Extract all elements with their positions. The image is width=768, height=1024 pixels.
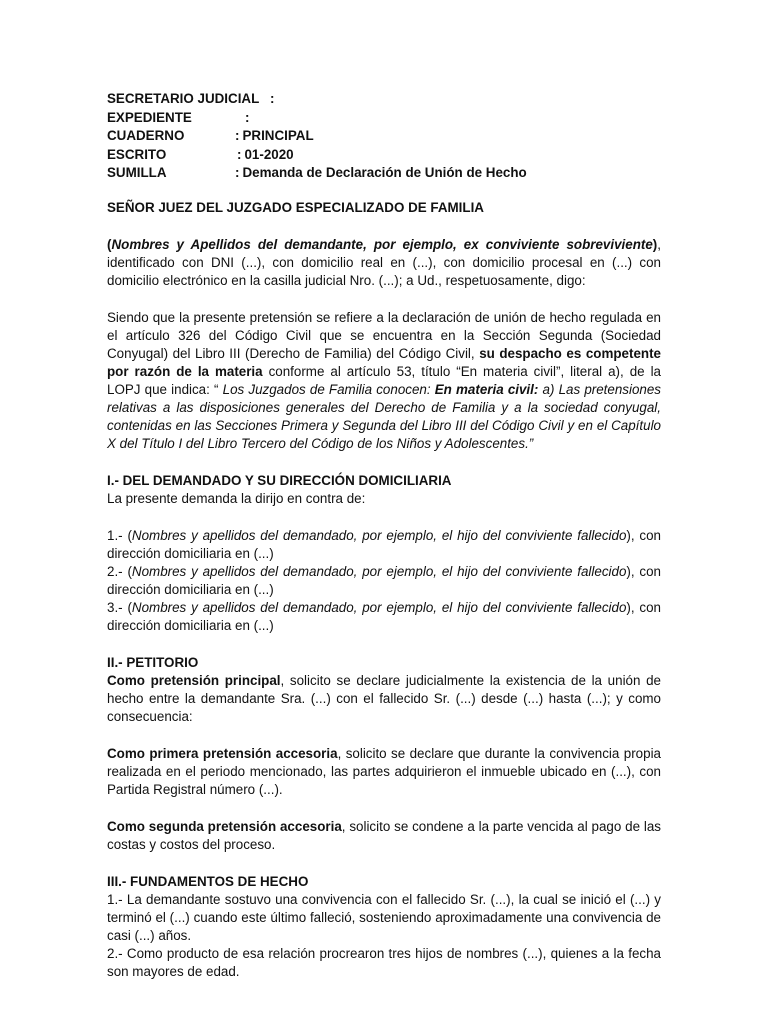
quote-bold-italic: En materia civil: — [434, 381, 539, 397]
section-heading: II.- PETITORIO — [107, 654, 199, 670]
section-heading: I.- DEL DEMANDADO Y SU DIRECCIÓN DOMICILIARIA — [107, 472, 452, 488]
defendant-name-placeholder: Nombres y apellidos del demandado, por ejemplo, el hijo del conviviente fallecido — [131, 527, 627, 543]
item-text: ), con dirección domiciliaria en (...) — [107, 527, 661, 561]
defendant-item — [107, 599, 661, 635]
claim-label: Como pretensión principal — [107, 672, 281, 688]
intro-text: , identificado con DNI (...), con domicilio real en (...), con domicilio procesal en (...) con domicilio electrónico en la casilla judicial Nro. (...); a Ud., respetuosamente, digo: — [107, 236, 661, 288]
header-label: EXPEDIENTE — [107, 109, 192, 125]
claim-text: , solicito se declare judicialmente la existencia de la unión de hecho entre la demandante Sra. (...) con el fallecido Sr. (...) desde (...) hasta (...); y como consecuencia: — [107, 672, 661, 724]
header-value: 01-2020 — [244, 146, 294, 162]
header-row — [107, 90, 661, 109]
competence-paragraph — [107, 309, 661, 453]
item-number: 2.- ( — [107, 563, 132, 579]
header-separator: : — [235, 128, 240, 143]
header-separator: : — [235, 165, 240, 180]
item-number: 1.- ( — [107, 527, 132, 543]
defendant-name-placeholder: Nombres y apellidos del demandado, por ejemplo, el hijo del conviviente fallecido — [131, 563, 627, 579]
competence-text-2: conforme al artículo 53, título “En materia civil”, literal a), de la LOPJ que indica: “ — [107, 363, 661, 397]
fact-item: 1.- La demandante sostuvo una convivencia con el fallecido Sr. (...), la cual se inició el (...) y terminó el (...) cuando este último falleció, sosteniendo aproximadamente una convivencia de casi (...) años. — [107, 891, 661, 943]
quote-italic-2: a) Las pretensiones relativas a las disposiciones generales del Derecho de Familia y a la sociedad conyugal, contenidas en las Secciones Primera y Segunda del Libro III del Código Civil y en el Capítulo X del Título I del Libro Tercero del Código de los Niños y Adolescentes.” — [107, 381, 661, 451]
header-row — [107, 109, 661, 128]
competence-text: Siendo que la presente pretensión se refiere a la declaración de unión de hecho regulada en el artículo 326 del Código Civil que se encuentra en la Sección Segunda (Sociedad Conyugal) del Libro III (Derecho de Familia) del Código Civil, — [107, 309, 661, 361]
header-label: CUADERNO — [107, 128, 185, 143]
legal-document — [107, 90, 661, 981]
section-heading: III.- FUNDAMENTOS DE HECHO — [107, 873, 309, 889]
defendant-item — [107, 527, 661, 563]
header-value: PRINCIPAL — [242, 128, 314, 143]
claim-text: , solicito se declare que durante la convivencia propia realizada en el periodo mencionado, las partes adquirieron el inmueble ubicado en (...), con Partida Registral número (...). — [107, 745, 661, 797]
document-header — [107, 90, 661, 183]
section-lead: La presente demanda la dirijo en contra de: — [107, 490, 366, 506]
first-accessory-claim — [107, 745, 661, 799]
header-separator: : — [245, 109, 250, 125]
header-value: Demanda de Declaración de Unión de Hecho — [242, 165, 527, 180]
claim-label: Como segunda pretensión accesoria — [107, 818, 342, 834]
header-separator: : — [237, 146, 242, 162]
header-row — [107, 127, 661, 146]
claim-label: Como primera pretensión accesoria — [107, 745, 338, 761]
header-row — [107, 164, 661, 183]
fact-item: 2.- Como producto de esa relación procrearon tres hijos de nombres (...), quienes a la fecha son mayores de edad. — [107, 945, 661, 979]
quote-italic: Los Juzgados de Familia conocen: — [218, 381, 435, 397]
header-label: ESCRITO — [107, 146, 167, 162]
plaintiff-name-placeholder: Nombres y Apellidos del demandante, por ejemplo, ex conviviente sobreviviente — [111, 236, 653, 252]
item-number: 3.- ( — [107, 599, 132, 615]
defendant-item — [107, 563, 661, 599]
header-label: SECRETARIO JUDICIAL — [107, 91, 260, 106]
principal-claim — [107, 672, 661, 726]
intro-close: ) — [652, 236, 658, 252]
competence-bold: su despacho es competente por razón de la materia — [107, 345, 661, 379]
item-text: ), con dirección domiciliaria en (...) — [107, 563, 661, 597]
intro-open: ( — [107, 236, 112, 252]
header-label: SUMILLA — [107, 165, 167, 180]
item-text: ), con dirección domiciliaria en (...) — [107, 599, 661, 633]
header-separator: : — [270, 91, 275, 106]
addressee: SEÑOR JUEZ DEL JUZGADO ESPECIALIZADO DE FAMILIA — [107, 199, 484, 215]
header-row — [107, 146, 661, 165]
claim-text: , solicito se condene a la parte vencida al pago de las costas y costos del proceso. — [107, 818, 661, 852]
defendant-name-placeholder: Nombres y apellidos del demandado, por ejemplo, el hijo del conviviente fallecido — [131, 599, 627, 615]
second-accessory-claim — [107, 818, 661, 854]
intro-paragraph — [107, 236, 661, 290]
